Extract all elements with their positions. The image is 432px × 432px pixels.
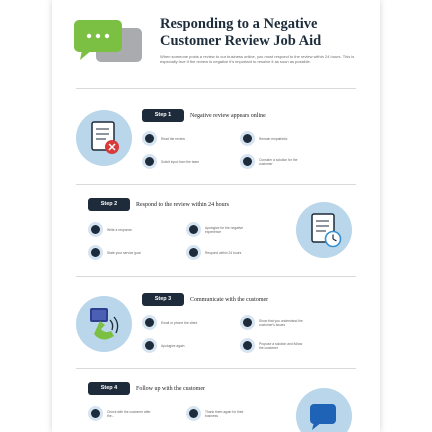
step2-header [88, 198, 229, 211]
step3-title: Communicate with the customer [190, 296, 269, 303]
step1-action-3 [142, 154, 199, 169]
page-title: Responding to a Negative Customer Review Job Aid [160, 16, 322, 49]
step1-action-4 [240, 154, 303, 169]
action-text: Consider a solution for the customer [259, 157, 298, 166]
step1-action-2 [240, 131, 287, 146]
step3-divider [76, 368, 356, 369]
action-text: Propose a solution and follow the customer [259, 341, 303, 350]
action-text: Email or phone the client [161, 320, 198, 325]
chat-icon [186, 222, 201, 237]
step3-action-2 [240, 315, 303, 330]
action-text: Show that you understand the customer's issues [259, 318, 303, 327]
step3-header [142, 293, 268, 306]
step3-action-3 [142, 338, 184, 353]
step1-title: Negative review appears online [190, 112, 266, 119]
check-icon [88, 245, 103, 260]
intro-text: When someone posts a review to our business online, you must respond to the review within 24 hours. This is especially true if the review is negative it's important to resolve it as soon as possible. [160, 54, 355, 64]
search-icon [240, 315, 255, 330]
step3-illustration [76, 296, 132, 352]
step4-label: Step 4 [88, 382, 130, 395]
step4-action-1 [88, 406, 151, 421]
step4-illustration [296, 388, 352, 432]
step2-title: Respond to the review within 24 hours [136, 201, 229, 208]
phone-icon [142, 315, 157, 330]
action-text: State your service goal [107, 250, 141, 255]
step2-illustration [296, 202, 352, 258]
step3-action-4 [240, 338, 303, 353]
clock-icon [186, 245, 201, 260]
heart-icon [240, 131, 255, 146]
step1-divider [76, 184, 356, 185]
step3-label: Step 3 [142, 293, 184, 306]
pen-icon [88, 222, 103, 237]
job-aid-page [52, 0, 380, 432]
step2-action-4 [186, 245, 241, 260]
step3-action-1 [142, 315, 197, 330]
step2-action-1 [88, 222, 132, 237]
step1-action-1 [142, 131, 185, 146]
step1-label: Step 1 [142, 109, 184, 122]
step2-action-2 [186, 222, 249, 237]
send-icon [88, 406, 103, 421]
document-clock-icon [296, 202, 352, 258]
phone-call-icon [76, 296, 132, 352]
step2-action-3 [88, 245, 141, 260]
hand-icon [142, 338, 157, 353]
action-text: Write a response [107, 227, 132, 232]
action-text: Apologize for the negative experience [205, 225, 244, 234]
document-icon [142, 131, 157, 146]
step2-label: Step 2 [88, 198, 130, 211]
action-text: Thank them again for their business [205, 409, 244, 418]
chat-bubbles-icon [70, 14, 150, 72]
header-divider [76, 88, 356, 89]
action-text: Respond within 24 hours [205, 250, 242, 255]
step4-header [88, 382, 205, 395]
action-text: Check with the customer after the... [107, 409, 151, 418]
handshake-icon [186, 406, 201, 421]
step4-action-2 [186, 406, 249, 421]
tag-icon [240, 338, 255, 353]
document-rejected-icon [76, 110, 132, 166]
step2-divider [76, 276, 356, 277]
chat-bubble-icon [296, 388, 352, 432]
people-icon [142, 154, 157, 169]
action-text: Read the review [161, 136, 185, 141]
action-text: Apologize again [161, 343, 185, 348]
step1-illustration [76, 110, 132, 166]
action-text: Remain empathetic [259, 136, 288, 141]
step4-title: Follow up with the customer [136, 385, 205, 392]
step1-header [142, 109, 266, 122]
action-text: Solicit input from the team [161, 159, 200, 164]
lightbulb-icon [240, 154, 255, 169]
